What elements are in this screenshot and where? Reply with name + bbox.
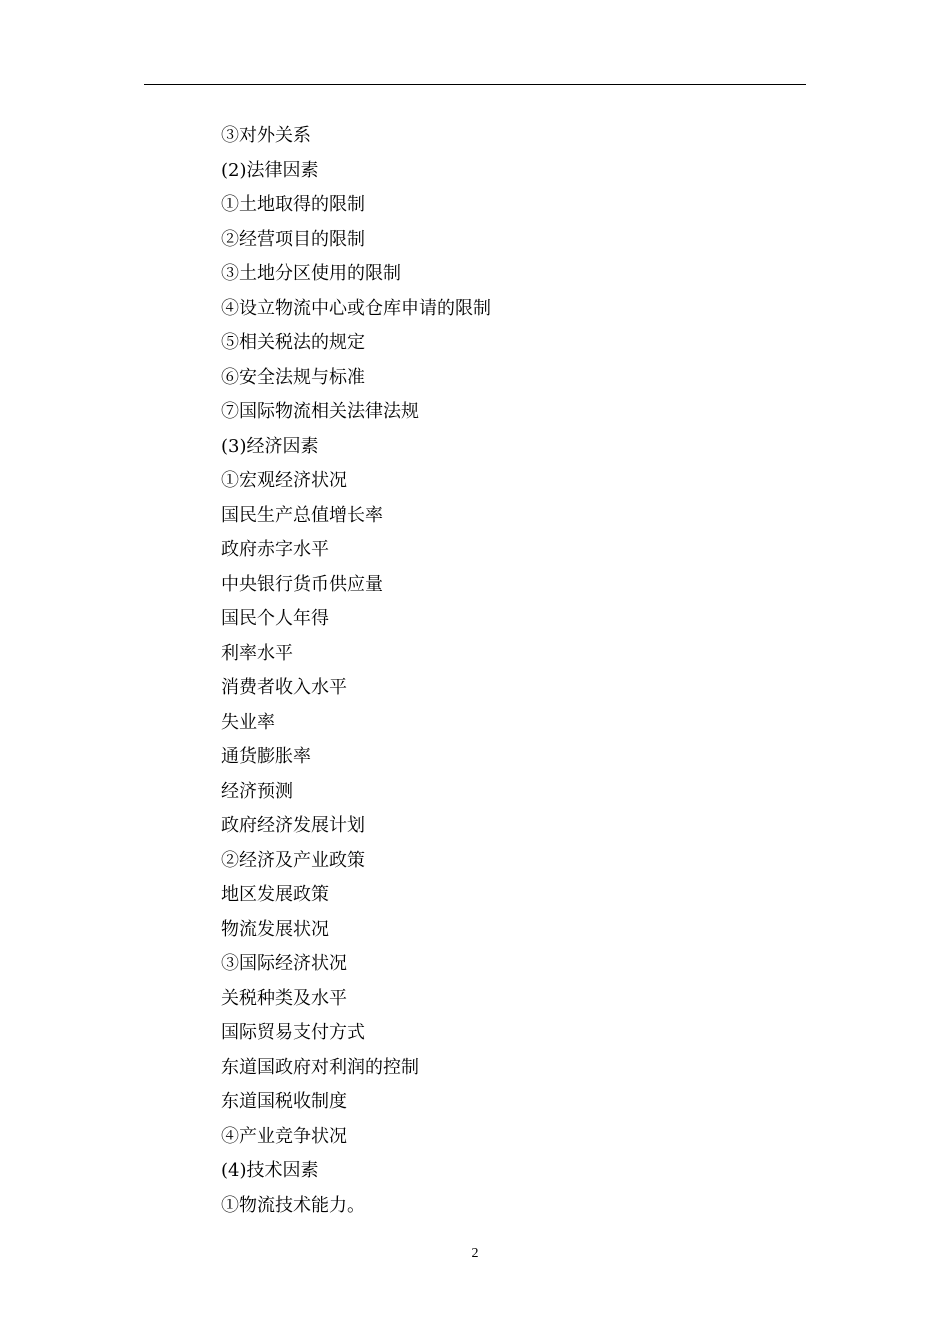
page-number: 2 (471, 1246, 479, 1261)
text-line: ③土地分区使用的限制 (221, 263, 401, 284)
text-line: 利率水平 (221, 642, 293, 664)
header-rule (144, 84, 806, 85)
text-line: (4)技术因素 (221, 1160, 319, 1181)
text-line: ②经济及产业政策 (221, 849, 365, 871)
text-line: ⑥安全法规与标准 (221, 366, 365, 388)
text-line: ①物流技术能力。 (221, 1194, 365, 1216)
text-line: 经济预测 (221, 780, 293, 802)
text-line: ④设立物流中心或仓库申请的限制 (221, 297, 491, 319)
text-line: 物流发展状况 (221, 918, 329, 940)
text-line: 消费者收入水平 (221, 677, 347, 698)
text-line: 关税种类及水平 (221, 987, 347, 1009)
text-line: 地区发展政策 (221, 884, 329, 905)
text-line: 中央银行货币供应量 (221, 573, 383, 595)
text-line: 国民生产总值增长率 (221, 504, 383, 526)
text-line: (3)经济因素 (221, 435, 319, 457)
document-body (221, 119, 806, 1223)
text-line: ③国际经济状况 (221, 953, 347, 974)
text-line: 国民个人年得 (221, 608, 329, 629)
text-line: ④产业竞争状况 (221, 1125, 347, 1147)
text-line: 政府经济发展计划 (221, 815, 365, 836)
text-line: ①宏观经济状况 (221, 470, 347, 491)
text-line: 失业率 (221, 711, 275, 733)
text-line: 通货膨胀率 (221, 746, 311, 767)
text-line: ①土地取得的限制 (221, 194, 365, 215)
text-line: 东道国政府对利润的控制 (221, 1056, 419, 1078)
text-line: 国际贸易支付方式 (221, 1022, 365, 1043)
text-line: 政府赤字水平 (221, 539, 329, 560)
text-line: 东道国税收制度 (221, 1091, 347, 1112)
text-line: ③对外关系 (221, 125, 311, 146)
text-line: ⑤相关税法的规定 (221, 332, 365, 353)
text-line: ②经营项目的限制 (221, 228, 365, 250)
text-line: ⑦国际物流相关法律法规 (221, 401, 419, 422)
text-line: (2)法律因素 (221, 159, 319, 181)
